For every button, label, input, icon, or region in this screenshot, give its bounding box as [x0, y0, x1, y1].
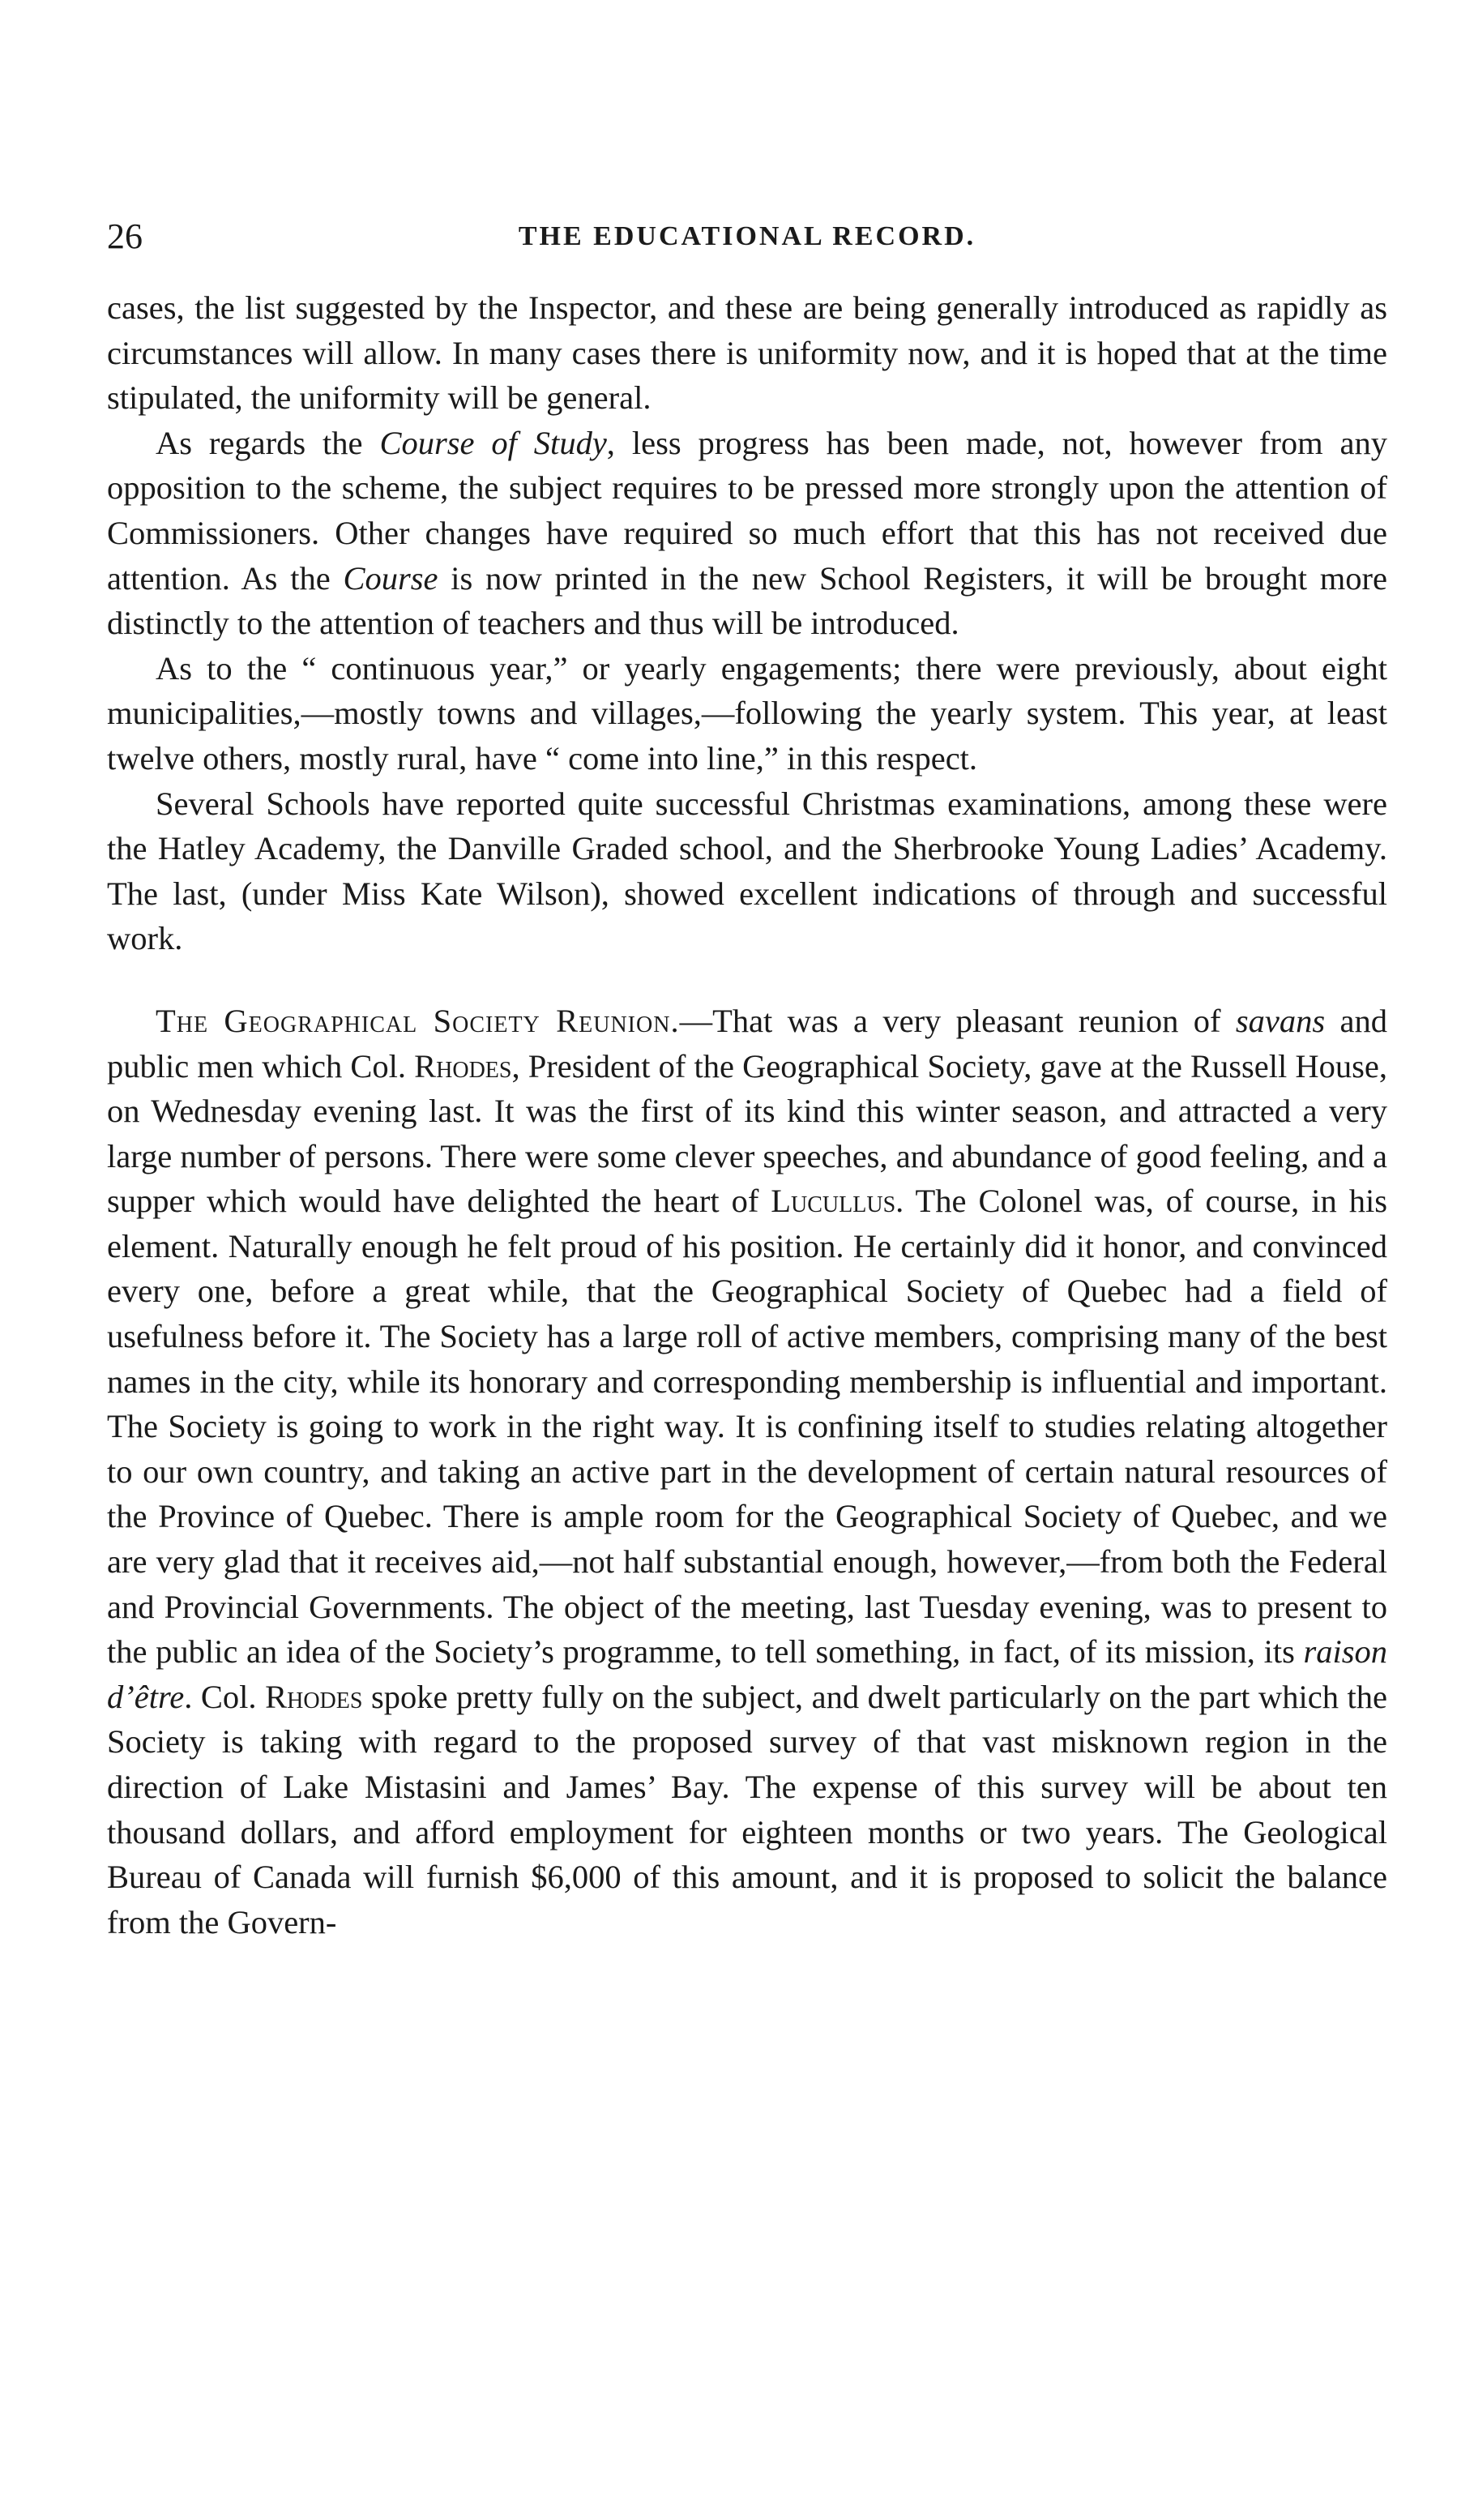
- person-name-lucullus: Lucullus: [771, 1183, 896, 1220]
- paragraph-christmas-examinations: [107, 781, 1387, 961]
- paragraph-text: Several Schools have reported quite successful Christmas examinations, among these were the Hatley Academy, the Danville Graded school, and the Sherbrooke Young Ladies’ Academy. The last, (under Miss Kate Wilson), showed excellent indications of through and successful work.: [107, 785, 1387, 957]
- section-heading: The Geographical Society Reunion.: [156, 1002, 680, 1039]
- paragraph-text: . The Colonel was, of course, in his element. Naturally enough he felt proud of his position. He certainly did it honor, and convinced every one, before a great while, that the Geographical Society of Quebec had a field of usefulness before it. The Society has a large roll of active members, comprising many of the best names in the city, while its honorary and corresponding membership is influential and important. The Society is going to work in the right way. It is confining itself to studies relating altogether to our own country, and taking an active part in the development of certain natural resources of the Province of Quebec. There is ample room for the Geographical Society of Quebec, and we are very glad that it receives aid,—not half substantial enough, however,—from both the Federal and Provincial Governments. The object of the meeting, last Tuesday evening, was to present to the public an idea of the Society’s programme, to tell something, in fact, of its mission, its: [107, 1183, 1387, 1671]
- paragraph-text: , less progress has been made, not, however from any opposition to the scheme, the subject requires to be pressed more strongly upon the attention of Commissioners. Other changes have required so much effort that this has not received due attention. As the: [107, 424, 1387, 597]
- paragraph-continuous-year: [107, 646, 1387, 781]
- paragraph-text: As regards the: [156, 424, 380, 461]
- paragraph-text: . Col.: [184, 1678, 266, 1715]
- running-title: THE EDUCATIONAL RECORD.: [518, 221, 976, 251]
- person-name-rhodes: Rhodes: [414, 1047, 512, 1085]
- page-number: 26: [107, 216, 143, 256]
- page-header: [107, 212, 1387, 261]
- paragraph-text: As to the “ continuous year,” or yearly engagements; there were previously, about eight municipalities,—mostly towns and villages,—following the yearly system. This year, at least twelve others, mostly rural, have “ come into line,” in this respect.: [107, 649, 1387, 777]
- paragraph-course-of-study: [107, 421, 1387, 646]
- body-text: [107, 285, 1387, 1945]
- paragraph-text: cases, the list suggested by the Inspector, and these are being generally introduced as rapidly as circumstances will allow. In many cases there is uniformity now, and it is hoped that at the time stipulated, the uniformity will be general.: [107, 289, 1387, 417]
- person-name-rhodes: Rhodes: [265, 1678, 363, 1715]
- paragraph-geographical-reunion: [107, 999, 1387, 1945]
- heading-dash: —: [679, 1002, 713, 1039]
- course-title: Course: [343, 559, 438, 597]
- paragraph-text: spoke pretty fully on the subject, and dwelt particularly on the part which the Society is taking with regard to the proposed survey of that vast misknown region in the direction of Lake Mistasini and James’ Bay. The expense of this survey will be about ten thousand dollars, and afford employment for eighteen months or two years. The Geological Bureau of Canada will furnish $6,000 of this amount, and it is proposed to solicit the balance from the Govern-: [107, 1678, 1388, 1940]
- paragraph-text: , President of the Geographical Society, gave at the Russell House, on Wednesday evening last. It was the first of its kind this winter season, and attracted a very large number of persons. There were some clever speeches, and abundance of good feeling, and a supper which would have delighted the heart of: [107, 1047, 1388, 1220]
- paragraph-text: That was a very pleasant reunion of: [712, 1002, 1236, 1039]
- paragraph-text: and public men which Col.: [107, 1002, 1387, 1085]
- paragraph-continued: [107, 285, 1387, 421]
- paragraph-text: is now printed in the new School Registers, it will be brought more distinctly to the attention of teachers and thus will be introduced.: [107, 559, 1387, 642]
- savans-term: savans: [1235, 1002, 1326, 1039]
- course-of-study-title: Course of Study: [379, 424, 607, 461]
- raison-detre-term: raison d’être: [107, 1633, 1387, 1715]
